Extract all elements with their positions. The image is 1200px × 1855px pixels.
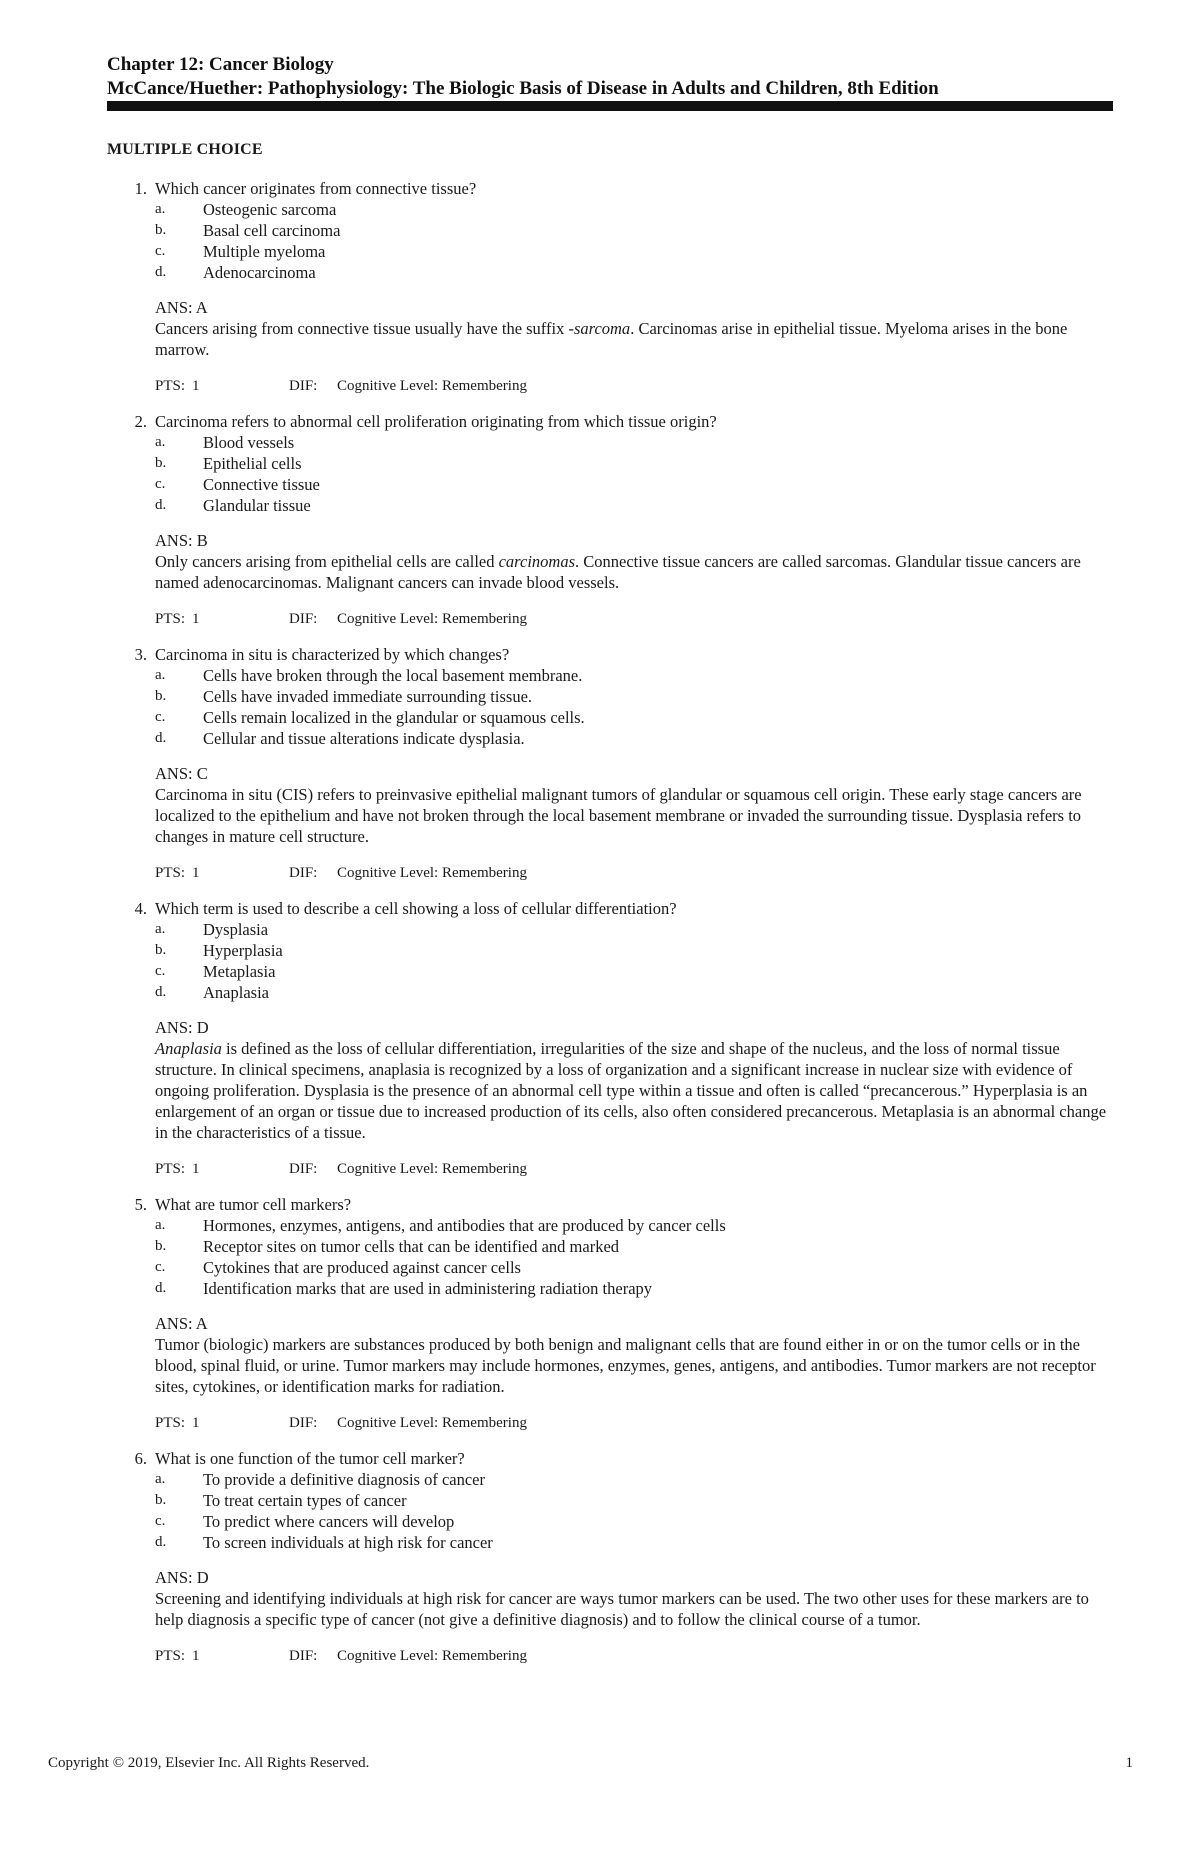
question-text: Which cancer originates from connective tissue? bbox=[155, 179, 477, 198]
answer-option bbox=[107, 220, 1113, 241]
page-footer bbox=[48, 1755, 1133, 1772]
answer-key: ANS: B bbox=[155, 531, 208, 550]
question-text: What is one function of the tumor cell marker? bbox=[155, 1449, 465, 1468]
question-text: What are tumor cell markers? bbox=[155, 1195, 352, 1214]
option-letter: c. bbox=[155, 476, 166, 492]
answer-option bbox=[107, 1511, 1113, 1532]
points-difficulty-line bbox=[155, 376, 1113, 397]
difficulty-value: Cognitive Level: Remembering bbox=[337, 1648, 527, 1664]
option-letter: c. bbox=[155, 709, 166, 725]
question-text: Carcinoma refers to abnormal cell proliferation originating from which tissue origin? bbox=[155, 412, 717, 431]
question-number: 1. bbox=[134, 179, 147, 198]
answer-option bbox=[107, 453, 1113, 474]
difficulty-value: Cognitive Level: Remembering bbox=[337, 378, 527, 394]
question-stem bbox=[107, 898, 1113, 919]
points-value: 1 bbox=[192, 1161, 200, 1177]
option-letter: a. bbox=[155, 1217, 166, 1233]
points-value: 1 bbox=[192, 378, 200, 394]
answer-block bbox=[155, 1313, 1113, 1397]
option-text: To predict where cancers will develop bbox=[203, 1512, 455, 1531]
option-text: Cells have broken through the local basement membrane. bbox=[203, 666, 583, 685]
option-letter: a. bbox=[155, 921, 166, 937]
rationale bbox=[155, 784, 1113, 847]
option-letter: d. bbox=[155, 984, 167, 1000]
header-rule bbox=[107, 101, 1113, 111]
rationale-text: Carcinoma in situ (CIS) refers to preinvasive epithelial malignant tumors of glandular or squamous cell origin. These early stage cancers are localized to the epithelium and have not broken through the local basement membrane or invaded the surrounding tissue. Dysplasia refers to changes in mature cell structure. bbox=[155, 785, 1082, 846]
option-text: Hormones, enzymes, antigens, and antibodies that are produced by cancer cells bbox=[203, 1216, 726, 1235]
answer-key: ANS: D bbox=[155, 1568, 209, 1587]
option-text: Epithelial cells bbox=[203, 454, 302, 473]
points-value: 1 bbox=[192, 1648, 200, 1664]
option-text: Hyperplasia bbox=[203, 941, 283, 960]
answer-option bbox=[107, 495, 1113, 516]
answer-option bbox=[107, 474, 1113, 495]
rationale-text: Screening and identifying individuals at high risk for cancer are ways tumor markers can be used. The two other uses for these markers are to help diagnosis a specific type of cancer (not give a definitive diagnosis) and to follow the clinical course of a tumor. bbox=[155, 1589, 1089, 1629]
option-letter: d. bbox=[155, 264, 167, 280]
page-number: 1 bbox=[1125, 1755, 1133, 1771]
option-letter: a. bbox=[155, 434, 166, 450]
points-label: PTS: bbox=[155, 611, 186, 627]
option-letter: a. bbox=[155, 667, 166, 683]
option-letter: c. bbox=[155, 243, 166, 259]
option-letter: d. bbox=[155, 1534, 167, 1550]
option-letter: c. bbox=[155, 1259, 166, 1275]
question-stem bbox=[107, 1194, 1113, 1215]
option-text: Connective tissue bbox=[203, 475, 320, 494]
difficulty-label: DIF: bbox=[289, 1161, 318, 1177]
answer-option bbox=[107, 1236, 1113, 1257]
points-label: PTS: bbox=[155, 1415, 186, 1431]
rationale bbox=[155, 318, 1113, 360]
option-letter: b. bbox=[155, 688, 167, 704]
question-item bbox=[107, 178, 1113, 397]
option-letter: b. bbox=[155, 222, 167, 238]
answer-option bbox=[107, 241, 1113, 262]
option-text: Identification marks that are used in administering radiation therapy bbox=[203, 1279, 653, 1298]
option-text: Anaplasia bbox=[203, 983, 269, 1002]
rationale bbox=[155, 551, 1113, 593]
points-label: PTS: bbox=[155, 865, 186, 881]
answer-block bbox=[155, 530, 1113, 593]
option-letter: c. bbox=[155, 963, 166, 979]
rationale-emphasis: Anaplasia bbox=[155, 1039, 222, 1058]
answer-key: ANS: A bbox=[155, 298, 208, 317]
question-number: 6. bbox=[134, 1449, 147, 1468]
option-text: Basal cell carcinoma bbox=[203, 221, 341, 240]
page-header bbox=[107, 53, 1113, 101]
answer-option bbox=[107, 686, 1113, 707]
option-text: Cytokines that are produced against cancer cells bbox=[203, 1258, 521, 1277]
option-letter: a. bbox=[155, 201, 166, 217]
question-item bbox=[107, 644, 1113, 884]
points-difficulty-line bbox=[155, 1413, 1113, 1434]
question-list bbox=[107, 178, 1113, 1681]
question-stem bbox=[107, 644, 1113, 665]
rationale bbox=[155, 1334, 1113, 1397]
answer-block bbox=[155, 1567, 1113, 1630]
answer-option bbox=[107, 1532, 1113, 1553]
answer-options bbox=[107, 665, 1113, 749]
question-number: 5. bbox=[134, 1195, 147, 1214]
answer-option bbox=[107, 1469, 1113, 1490]
option-text: Dysplasia bbox=[203, 920, 269, 939]
question-item bbox=[107, 1448, 1113, 1667]
book-title: McCance/Huether: Pathophysiology: The Biologic Basis of Disease in Adults and Children, 8th Edition bbox=[107, 78, 939, 99]
question-stem bbox=[107, 1448, 1113, 1469]
answer-option bbox=[107, 1278, 1113, 1299]
points-difficulty-line bbox=[155, 1159, 1113, 1180]
rationale bbox=[155, 1038, 1113, 1143]
option-letter: b. bbox=[155, 1238, 167, 1254]
difficulty-value: Cognitive Level: Remembering bbox=[337, 611, 527, 627]
difficulty-label: DIF: bbox=[289, 378, 318, 394]
question-item bbox=[107, 1194, 1113, 1434]
option-text: Blood vessels bbox=[203, 433, 295, 452]
answer-options bbox=[107, 919, 1113, 1003]
question-number: 4. bbox=[134, 899, 147, 918]
answer-option bbox=[107, 665, 1113, 686]
answer-options bbox=[107, 1469, 1113, 1553]
rationale bbox=[155, 1588, 1113, 1630]
question-stem bbox=[107, 411, 1113, 432]
question-item bbox=[107, 898, 1113, 1180]
option-text: To provide a definitive diagnosis of cancer bbox=[203, 1470, 485, 1489]
answer-option bbox=[107, 432, 1113, 453]
option-text: Cells have invaded immediate surrounding tissue. bbox=[203, 687, 533, 706]
option-letter: d. bbox=[155, 497, 167, 513]
option-letter: c. bbox=[155, 1513, 166, 1529]
rationale-text: Cancers arising from connective tissue usually have the suffix bbox=[155, 319, 569, 338]
difficulty-value: Cognitive Level: Remembering bbox=[337, 865, 527, 881]
difficulty-label: DIF: bbox=[289, 611, 318, 627]
question-text: Carcinoma in situ is characterized by which changes? bbox=[155, 645, 510, 664]
points-label: PTS: bbox=[155, 378, 186, 394]
copyright-notice: Copyright © 2019, Elsevier Inc. All Rights Reserved. bbox=[48, 1755, 370, 1771]
option-text: Multiple myeloma bbox=[203, 242, 326, 261]
answer-option bbox=[107, 1490, 1113, 1511]
answer-options bbox=[107, 432, 1113, 516]
answer-key: ANS: C bbox=[155, 764, 208, 783]
rationale-text: . Carcinomas arise in epithelial tissue. Myeloma arises in the bone marrow. bbox=[155, 319, 1068, 359]
option-text: Cells remain localized in the glandular or squamous cells. bbox=[203, 708, 585, 727]
answer-option bbox=[107, 919, 1113, 940]
difficulty-label: DIF: bbox=[289, 1648, 318, 1664]
option-text: Receptor sites on tumor cells that can be identified and marked bbox=[203, 1237, 620, 1256]
points-label: PTS: bbox=[155, 1161, 186, 1177]
rationale-emphasis: -sarcoma bbox=[568, 319, 631, 338]
question-item bbox=[107, 411, 1113, 630]
rationale-text: Tumor (biologic) markers are substances produced by both benign and malignant cells that are found either in or on the tumor cells or in the blood, spinal fluid, or urine. Tumor markers may include hormones, enzymes, genes, antigens, and antibodies. Tumor markers are not receptor sites, cytokines, or identification marks for radiation. bbox=[155, 1335, 1096, 1396]
answer-options bbox=[107, 1215, 1113, 1299]
option-letter: d. bbox=[155, 1280, 167, 1296]
question-stem bbox=[107, 178, 1113, 199]
answer-option bbox=[107, 199, 1113, 220]
rationale-text: . Connective tissue cancers are called sarcomas. Glandular tissue cancers are named adenocarcinomas. Malignant cancers can invade blood vessels. bbox=[155, 552, 1081, 592]
question-number: 3. bbox=[134, 645, 147, 664]
chapter-title: Chapter 12: Cancer Biology bbox=[107, 54, 334, 75]
option-text: Metaplasia bbox=[203, 962, 276, 981]
points-difficulty-line bbox=[155, 609, 1113, 630]
section-heading: MULTIPLE CHOICE bbox=[107, 141, 263, 158]
difficulty-value: Cognitive Level: Remembering bbox=[337, 1161, 527, 1177]
option-letter: a. bbox=[155, 1471, 166, 1487]
rationale-emphasis: carcinomas bbox=[498, 552, 575, 571]
points-value: 1 bbox=[192, 1415, 200, 1431]
option-text: Osteogenic sarcoma bbox=[203, 200, 337, 219]
points-difficulty-line bbox=[155, 863, 1113, 884]
answer-option bbox=[107, 262, 1113, 283]
option-letter: b. bbox=[155, 942, 167, 958]
answer-option bbox=[107, 728, 1113, 749]
points-value: 1 bbox=[192, 865, 200, 881]
option-letter: b. bbox=[155, 455, 167, 471]
option-letter: b. bbox=[155, 1492, 167, 1508]
option-text: To screen individuals at high risk for cancer bbox=[203, 1533, 493, 1552]
difficulty-label: DIF: bbox=[289, 1415, 318, 1431]
answer-option bbox=[107, 961, 1113, 982]
difficulty-value: Cognitive Level: Remembering bbox=[337, 1415, 527, 1431]
option-text: To treat certain types of cancer bbox=[203, 1491, 407, 1510]
option-letter: d. bbox=[155, 730, 167, 746]
option-text: Adenocarcinoma bbox=[203, 263, 316, 282]
answer-option bbox=[107, 940, 1113, 961]
answer-block bbox=[155, 297, 1113, 360]
answer-options bbox=[107, 199, 1113, 283]
points-label: PTS: bbox=[155, 1648, 186, 1664]
answer-option bbox=[107, 707, 1113, 728]
option-text: Glandular tissue bbox=[203, 496, 311, 515]
answer-key: ANS: D bbox=[155, 1018, 209, 1037]
rationale-text: is defined as the loss of cellular differentiation, irregularities of the size and shape of the nucleus, and the loss of normal tissue structure. In clinical specimens, anaplasia is recognized by a loss of organization and a significant increase in nuclear size with evidence of ongoing proliferation. Dysplasia is the presence of an abnormal cell type within a tissue and often is called “precancerous.” Hyperplasia is an enlargement of an organ or tissue due to increased production of its cells, also often considered precancerous. Metaplasia is an abnormal change in the characteristics of a tissue. bbox=[155, 1039, 1107, 1142]
answer-key: ANS: A bbox=[155, 1314, 208, 1333]
points-value: 1 bbox=[192, 611, 200, 627]
question-text: Which term is used to describe a cell showing a loss of cellular differentiation? bbox=[155, 899, 677, 918]
answer-option bbox=[107, 1215, 1113, 1236]
option-text: Cellular and tissue alterations indicate dysplasia. bbox=[203, 729, 525, 748]
question-number: 2. bbox=[134, 412, 147, 431]
points-difficulty-line bbox=[155, 1646, 1113, 1667]
answer-option bbox=[107, 1257, 1113, 1278]
rationale-text: Only cancers arising from epithelial cells are called bbox=[155, 552, 499, 571]
answer-block bbox=[155, 1017, 1113, 1143]
answer-option bbox=[107, 982, 1113, 1003]
answer-block bbox=[155, 763, 1113, 847]
difficulty-label: DIF: bbox=[289, 865, 318, 881]
